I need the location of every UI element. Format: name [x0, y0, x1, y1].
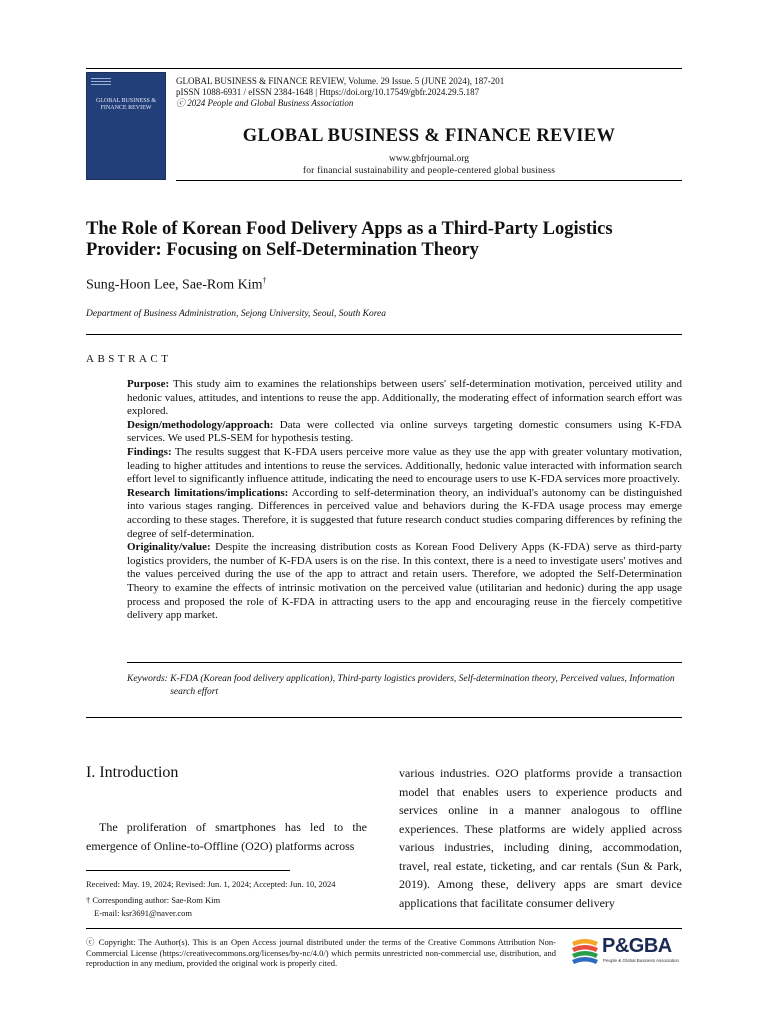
corresponding-mark: †	[262, 276, 267, 285]
intro-paragraph: various industries. O2O platforms provide a transaction model that enables users to experience products and services online in a manner analogous to offline experiences. These platforms are widely applied across various industries, including dining, accommodation, travel, real estate, ticketing, and car rentals (Sun & Park, 2019). Among these, delivery apps are smart device applications that facilitate consumer delivery	[399, 766, 682, 910]
logo-band	[572, 939, 598, 946]
abstract-limitations	[127, 487, 682, 541]
abstract-findings	[127, 446, 682, 487]
license-notice: ⓒ Copyright: The Author(s). This is an Open Access journal distributed under the terms of the Creative Commons Attribution Non-Commercial License (https://creativecommons.org/licenses/by-nc/4.0/) which permits unrestricted non-commercial use, distribution, and reproduction in any medium, provided the original work is properly cited.	[86, 937, 556, 968]
author-names: Sung-Hoon Lee, Sae-Rom Kim	[86, 277, 263, 293]
corresponding-author: † Corresponding author: Sae-Rom Kim	[86, 895, 221, 905]
copyright-line: ⓒ 2024 People and Global Business Association	[176, 98, 354, 108]
keywords-text: K-FDA (Korean food delivery application), Third-party logistics providers, Self-determination theory, Perceived values, Information search effort	[170, 674, 675, 697]
abstract-purpose	[127, 378, 682, 419]
logo-band	[572, 945, 598, 952]
abstract-text: The results suggest that K-FDA users perceive more value as they use the app with greater voluntary motivation, leading to higher attitudes and intentions to reuse the services. Additionally, hedonic value interacted with information search effort level to significantly influence attitude, indicating the need to encourage users to use K-FDA services more proactively.	[127, 445, 682, 486]
cover-decoration	[91, 78, 111, 88]
header-bottom-rule	[176, 180, 682, 181]
keywords-label: Keywords:	[127, 674, 171, 684]
abstract-text: Despite the increasing distribution costs as Korean Food Delivery Apps (K-FDA) serve as third-party logistics providers, the number of K-FDA users is on the rise. In this context, there is a need to investigate users' motives and the values perceived during the use of the app to attract and retain users. Therefore, we adopted the Self-Determination Theory to examine the effects of intrinsic motivation on the perceived value (utilitarian and hedonic) during the app usage process and proposed the role of K-FDA in attracting users to the app and encouraging reuse in the fiercely competitive delivery app market.	[127, 541, 682, 622]
abstract-originality	[127, 541, 682, 623]
journal-tagline: for financial sustainability and people-centered global business	[302, 166, 556, 176]
top-rule	[86, 68, 682, 69]
abstract-design	[127, 419, 682, 446]
cover-text: GLOBAL BUSINESS & FINANCE REVIEW	[95, 98, 157, 111]
footnote-rule	[86, 870, 290, 871]
abstract-bottom-rule	[86, 717, 682, 718]
issn-doi-line: pISSN 1088-6931 / eISSN 2384-1648 | Https://doi.org/10.17549/gbfr.2024.29.5.187	[176, 87, 480, 97]
intro-column-left	[86, 818, 367, 855]
article-title: The Role of Korean Food Delivery Apps as a Third-Party Logistics Provider: Focusing on Self-Determination Theory	[86, 219, 613, 260]
abstract-heading: Originality/value:	[127, 541, 211, 554]
intro-paragraph: The proliferation of smartphones has led to the emergence of Online-to-Offline (O2O) platforms across	[86, 820, 367, 853]
journal-title: GLOBAL BUSINESS & FINANCE REVIEW	[242, 126, 616, 146]
corresponding-email[interactable]: E-mail: ksr3691@naver.com	[94, 908, 192, 918]
logo-band	[572, 951, 598, 958]
abstract-text: Data were collected via online surveys targeting domestic consumers using K-FDA services. We used PLS-SEM for hypothesis testing.	[127, 418, 682, 445]
abstract-heading: Findings:	[127, 445, 172, 458]
abstract-heading: Purpose:	[127, 378, 170, 390]
citation-line: GLOBAL BUSINESS & FINANCE REVIEW, Volume. 29 Issue. 5 (JUNE 2024), 187-201	[176, 76, 505, 86]
abstract-label: ABSTRACT	[86, 353, 172, 365]
section-heading-introduction: I. Introduction	[86, 764, 179, 781]
logo-band	[572, 957, 598, 964]
intro-column-right	[399, 764, 682, 912]
logo-subtitle: People & Global Business Association	[603, 958, 680, 963]
affiliation: Department of Business Administration, Sejong University, Seoul, South Korea	[86, 309, 387, 319]
abstract-heading: Research limitations/implications:	[127, 486, 289, 499]
journal-url[interactable]: www.gbfrjournal.org	[389, 154, 469, 164]
abstract-text: This study aim to examines the relationships between users' self-determination motivation, perceived utility and hedonic values, attitudes, and intentions to reuse the app. Additionally, the moderating effect of information search effort was explored.	[127, 378, 682, 418]
keywords	[127, 673, 682, 699]
footnotes	[86, 878, 335, 920]
keywords-top-rule	[127, 662, 682, 663]
pgba-logo-mark	[568, 934, 602, 968]
pgba-logo	[568, 934, 684, 970]
abstract-body	[127, 378, 682, 623]
abstract-top-rule	[86, 334, 682, 335]
footer-rule	[86, 928, 682, 929]
abstract-text: According to self-determination theory, an individual's autonomy can be distinguished into various stages ranging. Differences in perceived value and behaviors during the K-FDA usage process may emerge according to these stages. Therefore, it is suggested that future research conduct studies comparing differences by refining the degree of self-determination.	[127, 486, 682, 540]
abstract-heading: Design/methodology/approach:	[127, 418, 274, 431]
authors	[86, 276, 267, 294]
received-dates: Received: May. 19, 2024; Revised: Jun. 1, 2024; Accepted: Jun. 10, 2024	[86, 879, 336, 889]
journal-cover-thumbnail	[86, 72, 166, 180]
logo-wordmark: P&GBA	[602, 935, 672, 957]
